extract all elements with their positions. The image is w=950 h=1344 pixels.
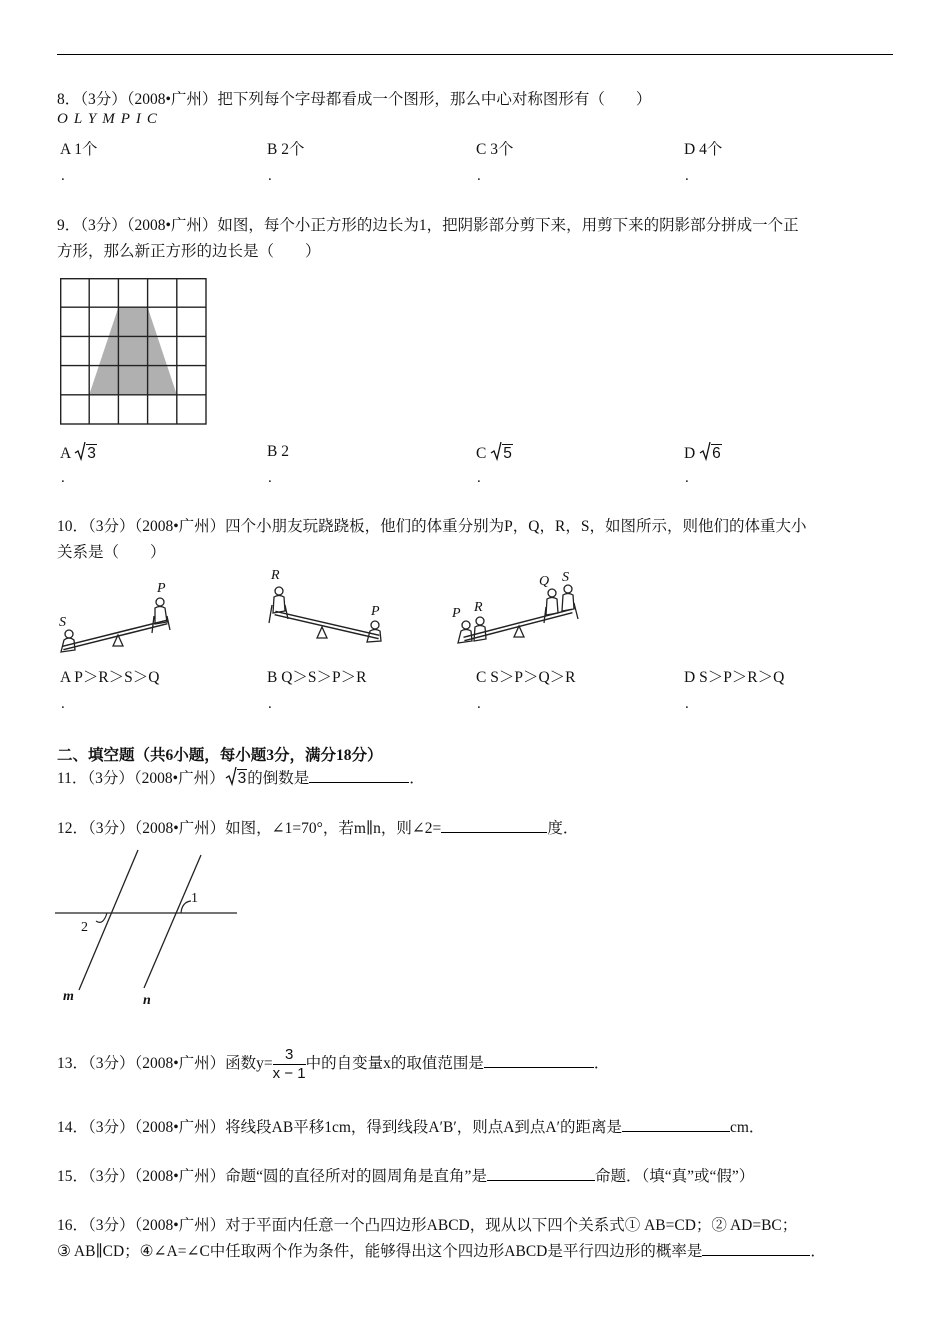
q9-option-c-radicand: 5 bbox=[503, 445, 512, 462]
q12-line-m-label: m bbox=[63, 989, 74, 1004]
q10-stem-line2: 关系是（ ） bbox=[57, 544, 166, 561]
q10-option-c[interactable]: C S＞P＞Q＞R bbox=[476, 669, 576, 686]
option-dot: . bbox=[685, 470, 689, 486]
q12-angle-1-label: 1 bbox=[191, 891, 198, 906]
option-dot: . bbox=[685, 168, 689, 184]
q15-answer-blank[interactable] bbox=[487, 1166, 595, 1181]
option-dot: . bbox=[268, 470, 272, 486]
q12-line-n-label: n bbox=[143, 993, 151, 1008]
q9-stem-line2: 方形，那么新正方形的边长是（ ） bbox=[57, 243, 321, 260]
q8-letters: OLYMPIC bbox=[57, 111, 163, 127]
q10-seesaw-figure-2 bbox=[263, 565, 393, 655]
q10-option-b[interactable]: B Q＞S＞P＞R bbox=[267, 669, 367, 686]
q12-parallel-lines-figure bbox=[55, 850, 241, 1010]
q10-fig1-label-p: P bbox=[157, 581, 166, 596]
q10-fig3-label-q: Q bbox=[539, 574, 550, 589]
q10-fig1-label-s: S bbox=[59, 615, 66, 630]
q8-option-a[interactable]: A 1个 bbox=[60, 141, 98, 158]
q14-stem: 14．（3分）（2008•广州）将线段AB平移1cm，得到线段A′B′，则点A到点A′的距离是 cm． bbox=[57, 1119, 765, 1136]
q9-option-d[interactable]: D 6 bbox=[684, 441, 722, 465]
q14-answer-blank[interactable] bbox=[622, 1117, 730, 1132]
q10-option-d[interactable]: D S＞P＞R＞Q bbox=[684, 669, 785, 686]
q8-option-c[interactable]: C 3个 bbox=[476, 141, 514, 158]
q9-shaded-trapezoid bbox=[89, 307, 177, 395]
q9-option-b[interactable]: B 2 bbox=[267, 443, 289, 460]
q10-seesaw-figure-3 bbox=[450, 565, 590, 655]
q8-stem: 8．（3分）（2008•广州）把下列每个字母都看成一个图形，那么中心对称图形有（ ） bbox=[57, 91, 652, 108]
q12-stem: 12．（3分）（2008•广州）如图，∠1=70°，若m∥n，则∠2= 度． bbox=[57, 820, 579, 837]
q13-stem: 13．（3分）（2008•广州）函数y= $\frac{3}{x - 1}$ 中的自变量x的取值范围是 ． bbox=[57, 1045, 610, 1082]
q10-fig3-label-r: R bbox=[474, 600, 483, 615]
q11-radicand: 3 bbox=[237, 770, 247, 787]
q16-stem-line2: ③ AB∥CD；④∠A=∠C中任取两个作为条件，能够得出这个四边形ABCD是平行四边形的概率是 ． bbox=[57, 1243, 826, 1260]
q16-stem-line1: 16．（3分）（2008•广州）对于平面内任意一个凸四边形ABCD，现从以下四个关系式① AB=CD；② AD=BC； bbox=[57, 1217, 798, 1234]
option-dot: . bbox=[61, 696, 65, 712]
option-dot: . bbox=[268, 168, 272, 184]
header-rule bbox=[57, 54, 893, 55]
option-dot: . bbox=[477, 168, 481, 184]
q13-answer-blank[interactable] bbox=[484, 1053, 594, 1068]
option-dot: . bbox=[685, 696, 689, 712]
q10-seesaw-figure-1 bbox=[55, 578, 185, 663]
q9-option-c[interactable]: C 5 bbox=[476, 441, 513, 465]
q9-option-d-radicand: 6 bbox=[712, 445, 721, 462]
q8-option-d[interactable]: D 4个 bbox=[684, 141, 723, 158]
q11-stem: 11．（3分）（2008•广州） 3的倒数是 ． bbox=[57, 766, 425, 792]
q12-answer-blank[interactable] bbox=[441, 818, 547, 833]
q9-option-a-radicand: 3 bbox=[87, 445, 96, 462]
option-dot: . bbox=[268, 696, 272, 712]
option-dot: . bbox=[61, 168, 65, 184]
q10-option-a[interactable]: A P＞R＞S＞Q bbox=[60, 669, 160, 686]
q8-option-b[interactable]: B 2个 bbox=[267, 141, 305, 158]
q9-grid-figure bbox=[60, 278, 208, 426]
q10-fig3-label-s: S bbox=[562, 570, 569, 585]
q10-fig3-label-p: P bbox=[452, 606, 461, 621]
q9-stem-line1: 9．（3分）（2008•广州）如图，每个小正方形的边长为1，把阴影部分剪下来，用剪下来的阴影部分拼成一个正 bbox=[57, 217, 799, 234]
option-dot: . bbox=[477, 696, 481, 712]
q15-stem: 15．（3分）（2008•广州）命题“圆的直径所对的圆周角是直角”是 命题．（填“真”或“假”） bbox=[57, 1168, 755, 1185]
q12-angle-2-label: 2 bbox=[81, 920, 88, 935]
q9-option-a[interactable]: A 3 bbox=[60, 441, 97, 465]
q16-answer-blank[interactable] bbox=[702, 1241, 810, 1256]
q11-answer-blank[interactable] bbox=[309, 768, 409, 783]
option-dot: . bbox=[477, 470, 481, 486]
section-2-title: 二、填空题（共6小题，每小题3分，满分18分） bbox=[57, 747, 383, 764]
q10-stem-line1: 10．（3分）（2008•广州）四个小朋友玩跷跷板，他们的体重分别为P，Q，R，S，如图所示，则他们的体重大小 bbox=[57, 518, 807, 535]
q10-fig2-label-r: R bbox=[271, 568, 280, 583]
q10-fig2-label-p: P bbox=[371, 604, 380, 619]
option-dot: . bbox=[61, 470, 65, 486]
q13-fraction: $\frac{3}{x - 1}$ bbox=[272, 1045, 306, 1082]
